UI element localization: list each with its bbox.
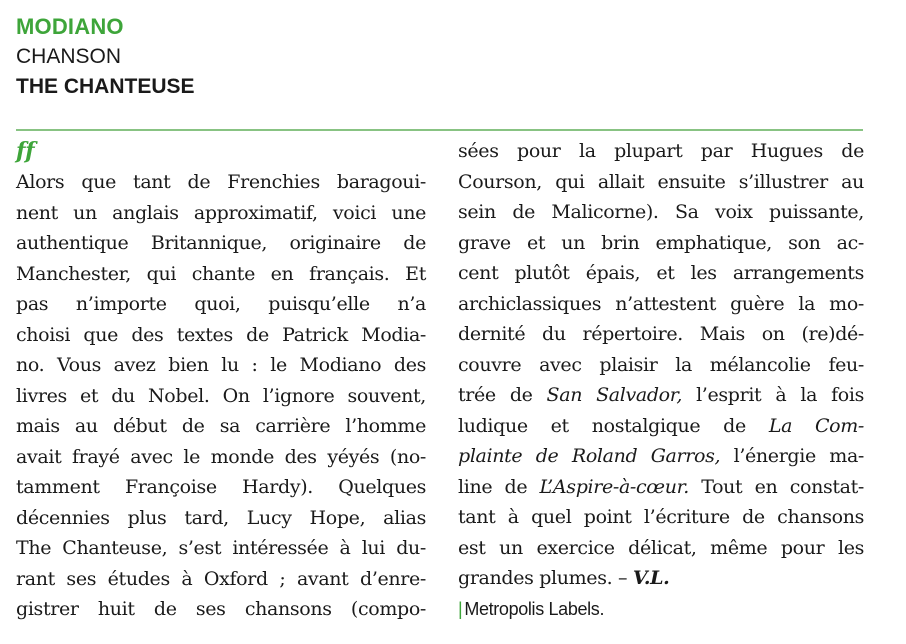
artist-kicker: MODIANO	[16, 14, 124, 39]
text-fragment: l’esprit à la fois	[682, 384, 864, 406]
text-line: Manchester, qui chante en français. Et	[16, 262, 426, 285]
text-fragment: cent plutôt épais, et les arrangements	[458, 262, 864, 284]
text-line: Alors que tant de Frenchies baragoui-	[16, 171, 426, 193]
text-fragment: dernité du répertoire. Mais on (re)dé-	[458, 323, 864, 345]
text-line	[458, 167, 864, 198]
song-title: plainte de Roland Garros,	[458, 445, 721, 467]
text-line	[458, 350, 864, 381]
review-body-left	[16, 167, 426, 625]
text-line: nent un anglais approximatif, voici une	[16, 201, 426, 224]
text-fragment: grandes plumes. –	[458, 567, 633, 589]
text-line	[458, 197, 864, 228]
text-line: gistrer huit de ses chansons (compo-	[16, 598, 426, 620]
text-line	[458, 258, 864, 289]
text-line	[458, 563, 864, 594]
text-fragment: line de	[458, 475, 540, 498]
text-fragment: Tout en constat-	[688, 475, 864, 498]
section-divider	[16, 129, 863, 131]
text-line: choisi que des textes de Patrick Modia-	[16, 323, 426, 346]
song-title: San Salvador,	[546, 384, 683, 406]
text-fragment: sées pour la plupart par Hugues de	[458, 140, 864, 162]
text-line	[458, 472, 864, 503]
text-line: avait frayé avec le monde des yéyés (no-	[16, 445, 426, 468]
text-line: décennies plus tard, Lucy Hope, alias	[16, 506, 426, 529]
text-line	[458, 441, 864, 472]
text-line: mais au début de sa carrière l’homme	[16, 415, 426, 437]
text-fragment: ludique et nostalgique de	[458, 414, 769, 437]
author-signature: V.L.	[632, 567, 670, 589]
text-line	[458, 533, 864, 564]
text-fragment: archiclassiques n’attestent guère la mo-	[458, 292, 864, 315]
text-fragment: sein de Malicorne). Sa voix puissante,	[458, 201, 864, 223]
text-line: The Chanteuse, s’est intéressée à lui du-	[16, 537, 426, 559]
text-line	[458, 411, 864, 442]
text-fragment: est un exercice délicat, même pour les	[458, 536, 864, 559]
text-line	[458, 380, 864, 411]
text-line	[458, 228, 864, 259]
text-line	[458, 319, 864, 350]
review-column-left	[16, 136, 426, 625]
song-title: La Com-	[768, 414, 865, 437]
review-column-right	[458, 136, 864, 624]
song-title: L’Aspire-à-cœur.	[539, 475, 689, 498]
text-fragment: grave et un brin emphatique, son ac-	[458, 231, 864, 254]
genre-label: CHANSON	[16, 45, 122, 68]
record-label: Metropolis Labels.	[464, 598, 605, 619]
text-fragment: couvre avec plaisir la mélancolie feu-	[458, 353, 864, 376]
text-fragment: Courson, qui allait ensuite s’illustrer au	[458, 170, 864, 193]
review-body-right	[458, 136, 864, 594]
album-title: THE CHANTEUSE	[16, 75, 195, 98]
text-line: no. Vous avez bien lu : le Modiano des	[16, 354, 426, 376]
text-line	[458, 502, 864, 533]
text-line: authentique Britannique, originaire de	[16, 232, 426, 254]
text-fragment: l’énergie ma-	[720, 445, 865, 467]
review-header	[16, 12, 195, 102]
text-line: rant ses études à Oxford ; avant d’enre-	[16, 567, 426, 590]
text-line: livres et du Nobel. On l’ignore souvent,	[16, 384, 426, 407]
record-label-line	[458, 594, 864, 624]
text-line	[458, 289, 864, 320]
text-line: tamment Françoise Hardy). Quelques	[16, 476, 426, 498]
text-line: pas n’importe quoi, puisqu’elle n’a	[16, 293, 426, 315]
label-separator: |	[458, 598, 463, 619]
rating-mark: ff	[16, 138, 35, 164]
text-fragment: tant à quel point l’écriture de chansons	[458, 506, 864, 528]
text-line	[458, 136, 864, 167]
text-fragment: trée de	[458, 384, 547, 406]
